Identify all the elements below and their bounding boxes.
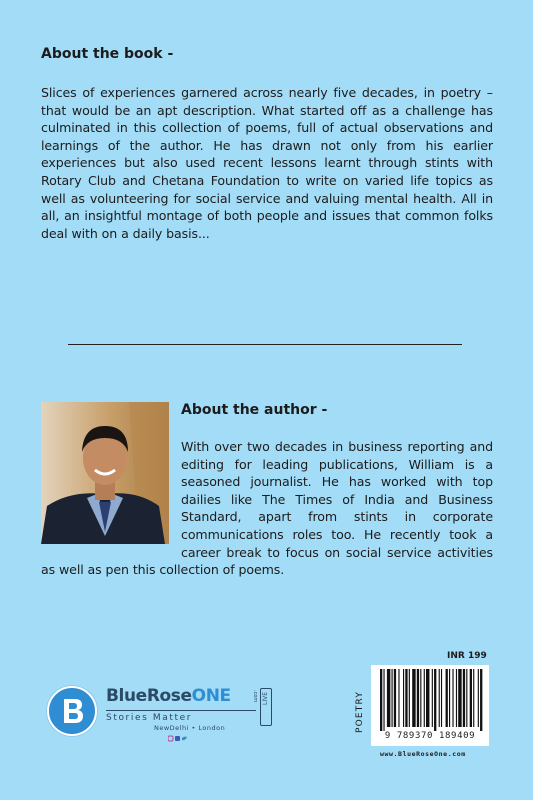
barcode-bar — [412, 669, 415, 727]
barcode-bar — [446, 669, 448, 727]
barcode-bar — [394, 669, 396, 727]
publisher-name-part2: ONE — [191, 686, 231, 706]
publisher-b-icon — [47, 686, 97, 736]
barcode-bar — [426, 669, 429, 727]
barcode-bar — [439, 669, 440, 727]
price-label: INR 199 — [447, 651, 487, 661]
isbn-digits: 9 789370 189409 — [384, 731, 476, 741]
publisher-website: www.BlueRoseOne.com — [380, 750, 466, 758]
barcode-bar — [424, 669, 425, 727]
publisher-domain-suffix: .com — [252, 690, 258, 703]
barcode-bar — [452, 669, 453, 727]
barcode-bar — [420, 669, 421, 727]
barcode-bar — [473, 669, 474, 727]
barcode-bar — [409, 669, 410, 727]
barcode-bar — [470, 669, 472, 727]
barcode-bar — [398, 669, 399, 727]
barcode-bar — [458, 669, 461, 727]
genre-label: POETRY — [355, 690, 365, 733]
publisher-logo — [44, 686, 284, 782]
barcode-bar — [383, 669, 384, 731]
barcode-bar — [463, 669, 465, 727]
instagram-icon — [168, 736, 173, 741]
tagline-rule — [106, 710, 256, 711]
publisher-name — [106, 686, 231, 706]
barcode-bar — [405, 669, 407, 727]
book-blurb: Slices of experiences garnered across nearly five decades, in poetry – that would be an apt description. What started off as a challenge has culminated in this collection of poems, full of actual observations and learnings of the author. He has drawn not only from his earlier experiences but also used recent lessons learnt through stints with Rotary Club and Chetana Foundation to write on varied life topics as well as volunteering for social service and valuing mental health. All in all, an insightful montage of both people and issues that common folks deal with on a daily basis... — [41, 85, 493, 241]
isbn-barcode — [371, 665, 489, 746]
author-bio: With over two decades in business reporting and editing for leading publications, William is a seasoned journalist. He has worked with top dailies like The Times of India and Business Standard, apart from stints in corporate communications roles too. He recently took a career break to focus on social service activities as well as pen this collection of poems. — [41, 439, 493, 578]
section-divider — [68, 344, 462, 345]
barcode-bar — [392, 669, 393, 727]
barcode-bar — [478, 669, 479, 727]
barcode-bar — [441, 669, 442, 727]
photo-spacer — [41, 438, 181, 546]
twitter-icon — [182, 737, 187, 741]
barcode-bar — [480, 669, 482, 731]
social-icons — [168, 735, 188, 745]
barcode-bar — [403, 669, 404, 727]
barcode-bar — [434, 669, 436, 731]
publisher-locations: NewDelhi • London — [154, 724, 226, 732]
barcode-bar — [466, 669, 467, 727]
barcode-bar — [432, 669, 433, 727]
publisher-tagline: Stories Matter — [106, 713, 193, 723]
barcode-bar — [417, 669, 419, 727]
facebook-icon — [175, 736, 180, 741]
barcode-bar — [449, 669, 450, 727]
book-section-heading: About the book - — [41, 46, 174, 62]
barcode-icon — [371, 665, 489, 731]
author-bio-container — [41, 438, 493, 579]
publisher-live-text: LIVE — [262, 692, 269, 706]
author-section-heading: About the author - — [181, 402, 328, 418]
publisher-name-part1: BlueRose — [106, 686, 192, 706]
barcode-bar — [456, 669, 457, 727]
barcode-bar — [387, 669, 390, 727]
barcode-bar — [380, 669, 382, 731]
publisher-live-badge — [260, 688, 272, 726]
